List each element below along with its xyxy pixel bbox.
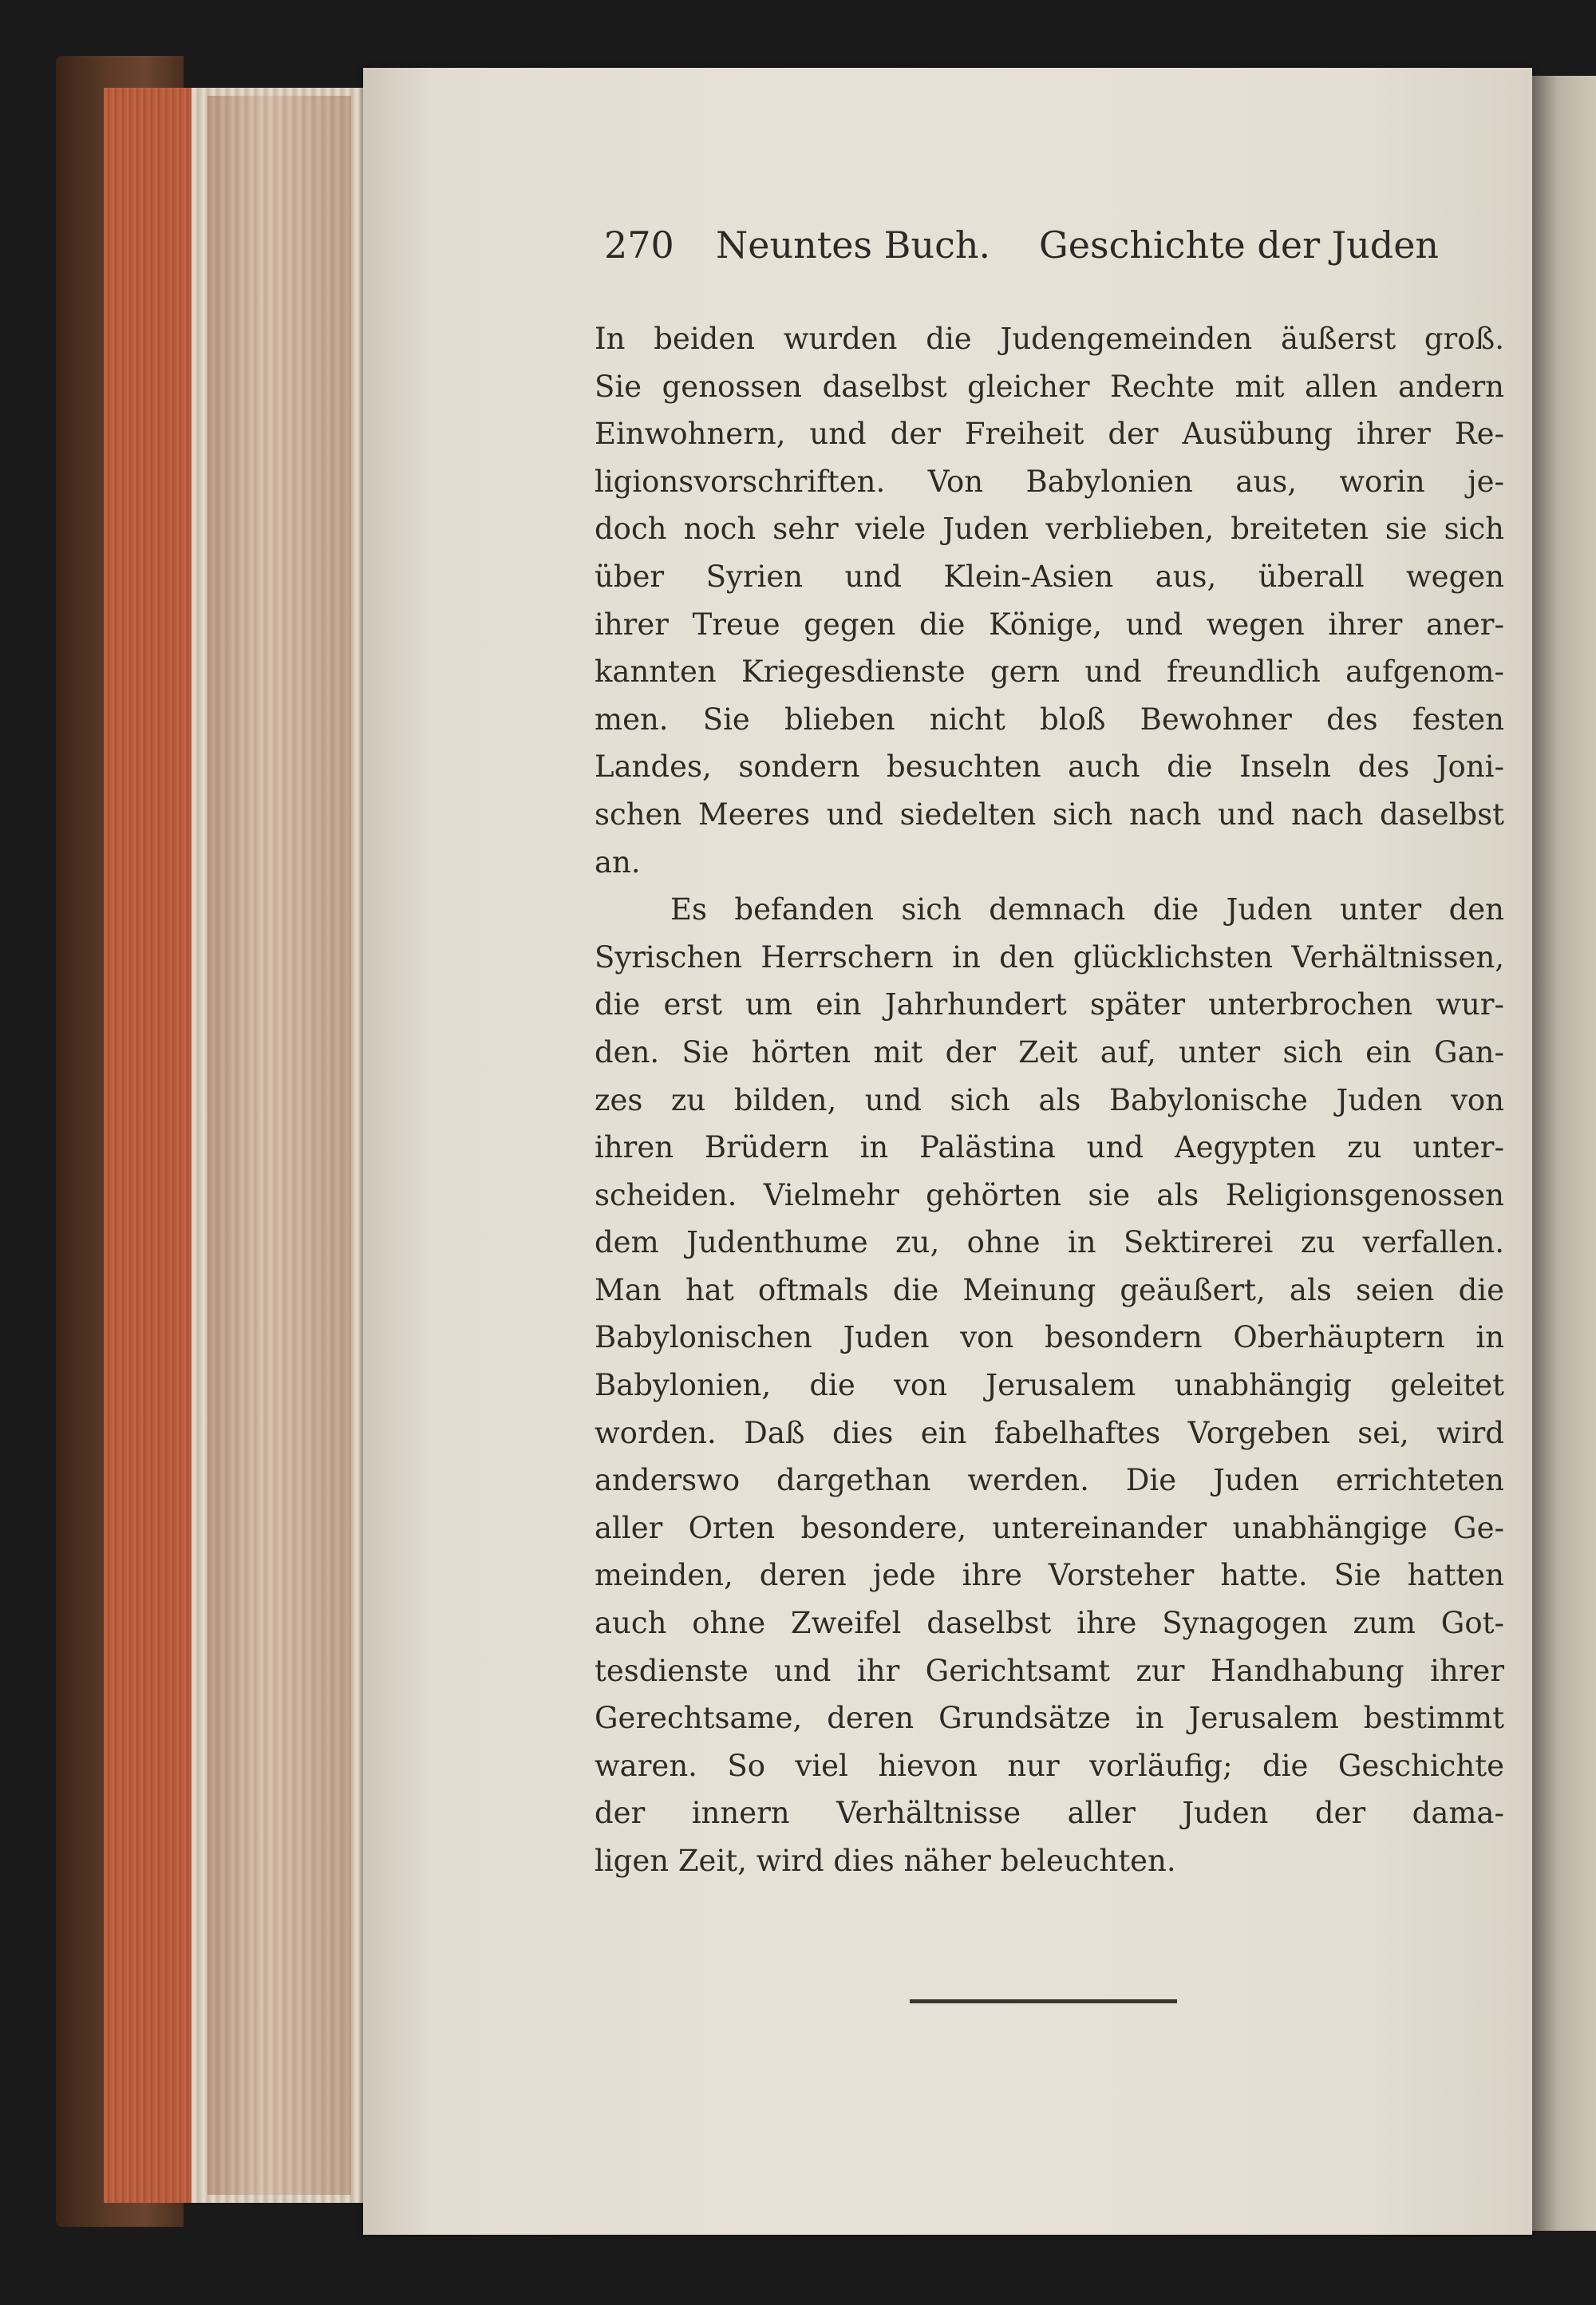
text-line: aller Orten besondere, untereinander unabhängige Ge-	[595, 1510, 1504, 1545]
text-line: In beiden wurden die Judengemeinden äußerst groß.	[595, 322, 1504, 356]
text-line: men. Sie blieben nicht bloß Bewohner des festen	[595, 702, 1504, 737]
text-line: die erst um ein Jahrhundert später unterbrochen wur-	[595, 987, 1504, 1022]
text-line: scheiden. Vielmehr gehörten sie als Religionsgenossen	[595, 1177, 1504, 1212]
text-line: über Syrien und Klein-Asien aus, überall wegen	[595, 559, 1504, 594]
facing-page-edge	[1532, 76, 1596, 2231]
text-line: auch ohne Zweifel daselbst ihre Synagogen zum Got-	[595, 1606, 1504, 1641]
text-line: Landes, sondern besuchten auch die Inseln des Joni-	[595, 749, 1504, 785]
text-line: doch noch sehr viele Juden verblieben, breiteten sie sich	[595, 512, 1504, 547]
text-line: Babylonischen Juden von besondern Oberhäuptern in	[595, 1320, 1504, 1355]
end-rule	[910, 1999, 1177, 2003]
text-line: waren. So viel hievon nur vorläufig; die Geschichte	[595, 1748, 1504, 1783]
text-line: ligionsvorschriften. Von Babylonien aus, worin je-	[595, 464, 1504, 499]
text-line: zes zu bilden, und sich als Babylonische Juden von	[595, 1082, 1504, 1117]
book-title: Neuntes Buch.	[716, 223, 991, 267]
chapter-title: Geschichte der Juden	[1039, 223, 1440, 267]
text-line: Syrischen Herrschern in den glücklichsten Verhältnissen,	[595, 939, 1504, 975]
page-number: 270	[604, 223, 674, 267]
text-line: an.	[595, 844, 641, 880]
text-line: tesdienste und ihr Gerichtsamt zur Handhabung ihrer	[595, 1653, 1504, 1688]
text-line: worden. Daß dies ein fabelhaftes Vorgeben sei, wird	[595, 1415, 1504, 1450]
page-stack-shading	[207, 96, 351, 2195]
text-line: Babylonien, die von Jerusalem unabhängig geleitet	[595, 1368, 1504, 1403]
text-line: Sie genossen daselbst gleicher Rechte mit allen andern	[595, 369, 1504, 404]
text-line: ihren Brüdern in Palästina und Aegypten zu unter-	[595, 1130, 1504, 1165]
body-text	[595, 315, 1504, 1885]
text-line: meinden, deren jede ihre Vorsteher hatte. Sie hatten	[595, 1558, 1504, 1593]
text-line: der innern Verhältnisse aller Juden der dama-	[595, 1796, 1504, 1831]
text-line: dem Judenthume zu, ohne in Sektirerei zu verfallen.	[595, 1225, 1504, 1260]
page-edges-red	[104, 88, 192, 2203]
text-line: schen Meeres und siedelten sich nach und nach daselbst	[595, 797, 1504, 832]
text-line: ligen Zeit, wird dies näher beleuchten.	[595, 1844, 1176, 1878]
text-line: den. Sie hörten mit der Zeit auf, unter sich ein Gan-	[595, 1034, 1504, 1069]
text-line: anderswo dargethan werden. Die Juden errichteten	[595, 1463, 1504, 1498]
text-line: kannten Kriegesdienste gern und freundlich aufgenom-	[595, 654, 1504, 690]
text-line: Einwohnern, und der Freiheit der Ausübung ihrer Re-	[595, 417, 1504, 452]
text-line: Es befanden sich demnach die Juden unter den	[670, 892, 1504, 927]
text-line: Man hat oftmals die Meinung geäußert, als seien die	[595, 1272, 1504, 1307]
running-head	[604, 223, 1440, 279]
text-line: ihrer Treue gegen die Könige, und wegen ihrer aner-	[595, 607, 1504, 642]
text-line: Gerechtsame, deren Grundsätze in Jerusalem bestimmt	[595, 1701, 1504, 1736]
